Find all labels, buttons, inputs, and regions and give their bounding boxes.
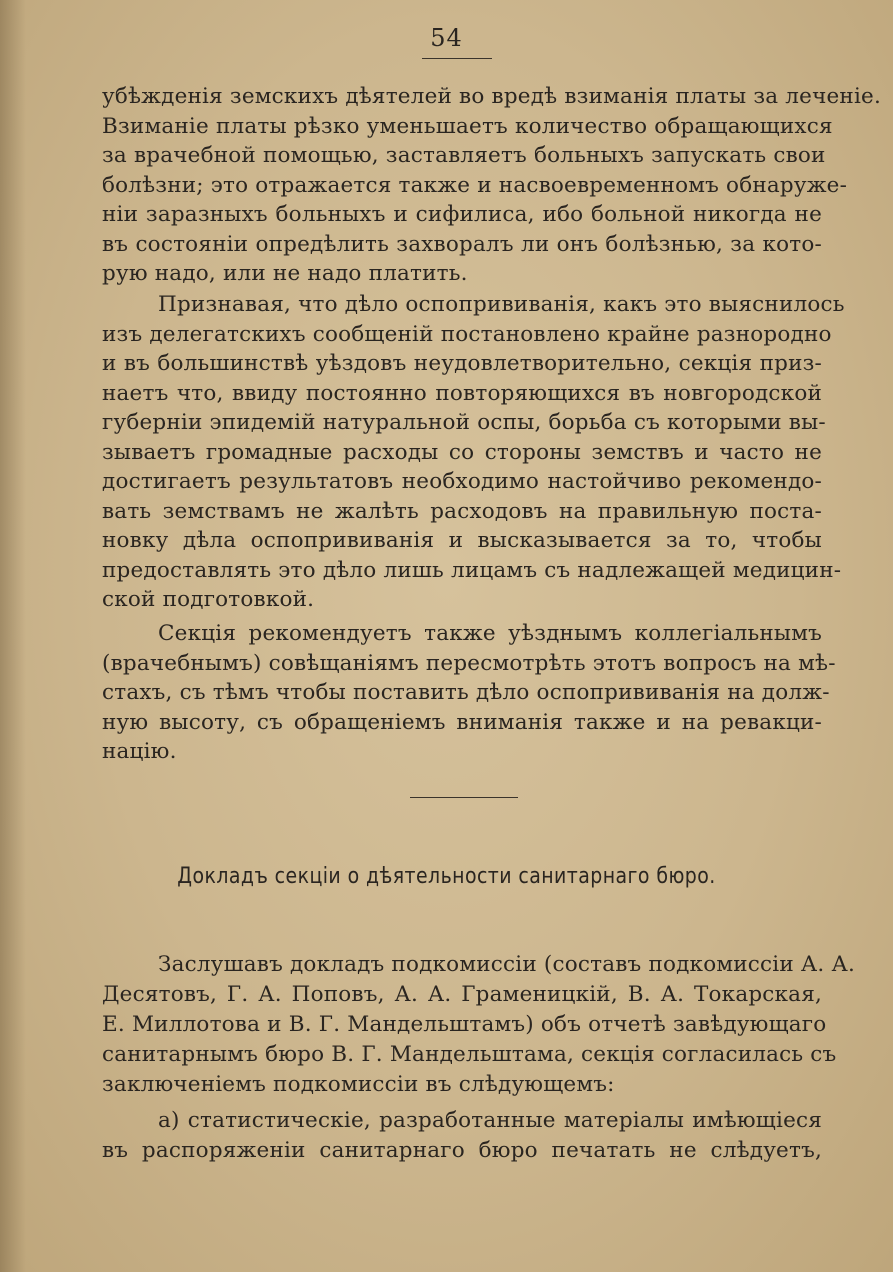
text-line: Секція рекомендуетъ также уѣзднымъ коллегіальнымъ <box>158 621 822 646</box>
text-line: (врачебнымъ) совѣщаніямъ пересмотрѣть этотъ вопросъ на мѣ- <box>102 650 836 676</box>
text-line: а) статистическіе, разработанные матеріалы имѣющіеся <box>158 1108 822 1133</box>
text-line: рую надо, или не надо платить. <box>102 261 468 286</box>
text-line: стахъ, съ тѣмъ чтобы поставить дѣло оспопрививанія на долж- <box>102 680 830 705</box>
text-line: въ состояніи опредѣлить захворалъ ли онъ болѣзнью, за кото- <box>102 231 822 257</box>
text-line: санитарнымъ бюро В. Г. Мандельштама, секція согласилась съ <box>102 1042 837 1067</box>
text-line: губерніи эпидемій натуральной оспы, борьба съ которыми вы- <box>102 410 826 435</box>
text-line: ніи заразныхъ больныхъ и сифилиса, ибо больной никогда не <box>102 202 822 227</box>
text-line: убѣжденія земскихъ дѣятелей во вредѣ взиманія платы за леченіе. <box>102 84 881 109</box>
text-line: ную высоту, съ обращеніемъ вниманія также и на ревакци- <box>102 709 822 735</box>
text-line: ской подготовкой. <box>102 587 315 612</box>
text-line: Десятовъ, Г. А. Поповъ, А. А. Граменицкій, В. А. Токарская, <box>102 982 822 1007</box>
text-line: націю. <box>102 739 177 764</box>
text-line: новку дѣла оспопрививанія и высказывается за то, чтобы <box>102 528 822 553</box>
text-line: Заслушавъ докладъ подкомиссіи (составъ подкомиссіи А. А. <box>158 952 855 977</box>
text-line: заключеніемъ подкомиссіи въ слѣдующемъ: <box>102 1072 615 1097</box>
section-heading: Докладъ секціи о дѣятельности санитарнаго бюро. <box>177 864 716 889</box>
text-line: предоставлять это дѣло лишь лицамъ съ надлежащей медицин- <box>102 557 842 583</box>
text-line: Взиманіе платы рѣзко уменьшаетъ количество обращающихся <box>102 113 833 139</box>
text-line: болѣзни; это отражается также и насвоевременномъ обнаруже- <box>102 172 848 198</box>
page-edge-shadow <box>0 0 26 1272</box>
text-line: и въ большинствѣ уѣздовъ неудовлетворительно, секція приз- <box>102 351 822 376</box>
text-line: за врачебной помощью, заставляетъ больныхъ запускать свои <box>102 143 826 168</box>
page-number-rule <box>422 58 492 59</box>
text-line: въ распоряженіи санитарнаго бюро печатать не слѣдуетъ, <box>102 1138 822 1163</box>
text-line: наетъ что, ввиду постоянно повторяющихся въ новгородской <box>102 380 822 406</box>
text-line: вать земствамъ не жалѣть расходовъ на правильную поста- <box>102 498 822 524</box>
page-number: 54 <box>430 24 463 52</box>
text-line: изъ делегатскихъ сообщеній постановлено крайне разнородно <box>102 321 832 347</box>
text-line: зываетъ громадные расходы со стороны земствъ и часто не <box>102 439 822 465</box>
text-line: Е. Миллотова и В. Г. Мандельштамъ) объ отчетѣ завѣдующаго <box>102 1012 827 1037</box>
text-line: Признавая, что дѣло оспопрививанія, какъ это выяснилось <box>158 292 845 317</box>
section-divider <box>410 797 518 798</box>
text-line: достигаетъ результатовъ необходимо настойчиво рекомендо- <box>102 469 822 494</box>
